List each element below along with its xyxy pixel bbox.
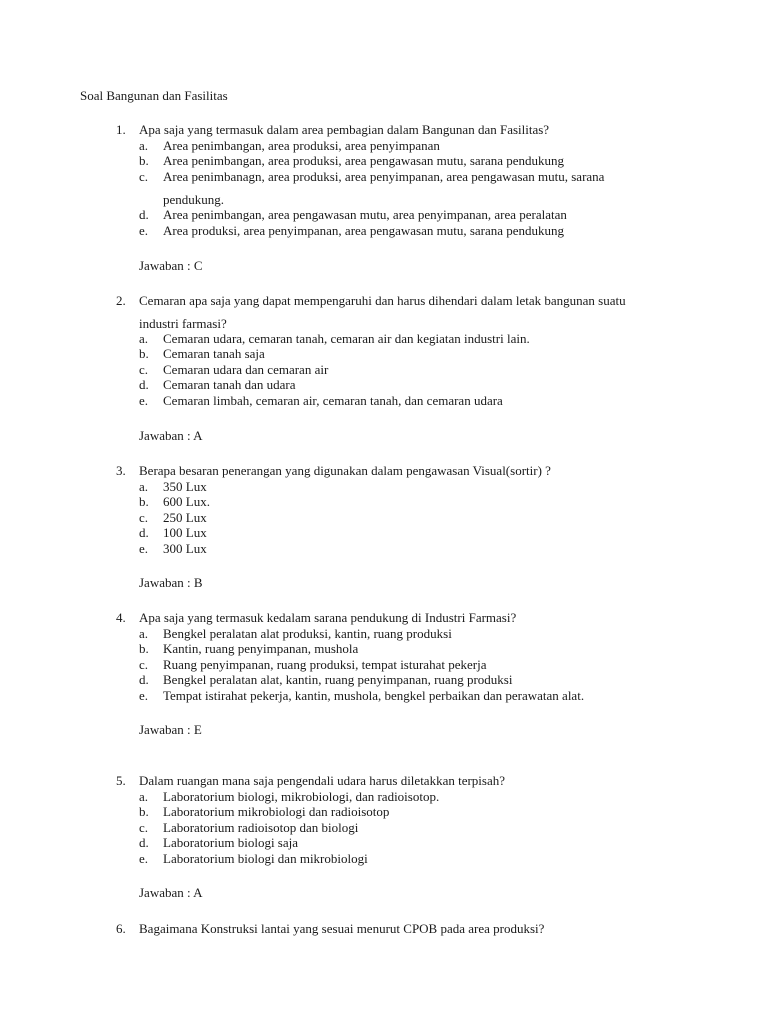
- option-letter: e.: [139, 541, 149, 556]
- option-text: Cemaran udara dan cemaran air: [163, 362, 329, 377]
- option-letter: d.: [139, 207, 149, 222]
- option-text: Ruang penyimpanan, ruang produksi, tempat isturahat pekerja: [163, 657, 487, 672]
- option-text: 350 Lux: [163, 479, 207, 494]
- question-text: Bagaimana Konstruksi lantai yang sesuai menurut CPOB pada area produksi?: [139, 921, 545, 936]
- question-number: 2.: [116, 293, 126, 308]
- question-number: 5.: [116, 773, 126, 788]
- option-text-continued: pendukung.: [163, 192, 225, 207]
- option-letter: d.: [139, 835, 149, 850]
- question-number: 6.: [116, 921, 126, 936]
- option-text: 100 Lux: [163, 525, 207, 540]
- option-letter: b.: [139, 153, 149, 168]
- option-letter: a.: [139, 789, 149, 804]
- option-letter: c.: [139, 510, 149, 525]
- option-text: 300 Lux: [163, 541, 207, 556]
- option-letter: e.: [139, 223, 149, 238]
- option-text: Laboratorium mikrobiologi dan radioisotop: [163, 804, 390, 819]
- option-letter: b.: [139, 804, 149, 819]
- question-text-continued: industri farmasi?: [139, 316, 227, 331]
- option-letter: a.: [139, 138, 149, 153]
- option-text: Bengkel peralatan alat produksi, kantin, ruang produksi: [163, 626, 452, 641]
- question-text: Dalam ruangan mana saja pengendali udara harus diletakkan terpisah?: [139, 773, 506, 788]
- option-letter: d.: [139, 525, 149, 540]
- option-letter: b.: [139, 346, 149, 361]
- answer-text: Jawaban : A: [139, 885, 203, 900]
- option-text: Laboratorium biologi, mikrobiologi, dan radioisotop.: [163, 789, 440, 804]
- option-letter: d.: [139, 672, 149, 687]
- option-letter: c.: [139, 820, 149, 835]
- question-number: 4.: [116, 610, 126, 625]
- option-text: Tempat istirahat pekerja, kantin, mushola, bengkel perbaikan dan perawatan alat.: [163, 688, 585, 703]
- question-text: Apa saja yang termasuk dalam area pembagian dalam Bangunan dan Fasilitas?: [139, 122, 550, 137]
- option-text: Laboratorium biologi saja: [163, 835, 299, 850]
- answer-text: Jawaban : E: [139, 722, 202, 737]
- option-text: Kantin, ruang penyimpanan, mushola: [163, 641, 359, 656]
- option-text: Area penimbangan, area produksi, area pengawasan mutu, sarana pendukung: [163, 153, 565, 168]
- question-number: 1.: [116, 122, 126, 137]
- question-text: Berapa besaran penerangan yang digunakan dalam pengawasan Visual(sortir) ?: [139, 463, 551, 478]
- option-text: 250 Lux: [163, 510, 207, 525]
- option-letter: c.: [139, 657, 149, 672]
- document-title: Soal Bangunan dan Fasilitas: [80, 88, 228, 103]
- option-text: 600 Lux.: [163, 494, 210, 509]
- option-text: Cemaran tanah dan udara: [163, 377, 296, 392]
- question-number: 3.: [116, 463, 126, 478]
- answer-text: Jawaban : C: [139, 258, 203, 273]
- question-text: Apa saja yang termasuk kedalam sarana pendukung di Industri Farmasi?: [139, 610, 517, 625]
- option-letter: e.: [139, 393, 149, 408]
- option-text: Area produksi, area penyimpanan, area pengawasan mutu, sarana pendukung: [163, 223, 565, 238]
- option-letter: a.: [139, 479, 149, 494]
- option-text: Laboratorium biologi dan mikrobiologi: [163, 851, 368, 866]
- option-letter: e.: [139, 851, 149, 866]
- option-text: Area penimbanagn, area produksi, area penyimpanan, area pengawasan mutu, sarana: [163, 169, 605, 184]
- option-letter: e.: [139, 688, 149, 703]
- option-letter: b.: [139, 494, 149, 509]
- option-text: Area penimbangan, area produksi, area penyimpanan: [163, 138, 440, 153]
- option-text: Bengkel peralatan alat, kantin, ruang penyimpanan, ruang produksi: [163, 672, 513, 687]
- option-letter: a.: [139, 331, 149, 346]
- option-text: Cemaran udara, cemaran tanah, cemaran air dan kegiatan industri lain.: [163, 331, 530, 346]
- option-text: Laboratorium radioisotop dan biologi: [163, 820, 359, 835]
- option-text: Cemaran limbah, cemaran air, cemaran tanah, dan cemaran udara: [163, 393, 503, 408]
- option-text: Area penimbangan, area pengawasan mutu, area penyimpanan, area peralatan: [163, 207, 567, 222]
- option-letter: a.: [139, 626, 149, 641]
- option-letter: b.: [139, 641, 149, 656]
- answer-text: Jawaban : B: [139, 575, 203, 590]
- option-letter: c.: [139, 169, 149, 184]
- option-letter: c.: [139, 362, 149, 377]
- option-text: Cemaran tanah saja: [163, 346, 265, 361]
- question-text: Cemaran apa saja yang dapat mempengaruhi dan harus dihendari dalam letak bangunan suatu: [139, 293, 626, 308]
- option-letter: d.: [139, 377, 149, 392]
- answer-text: Jawaban : A: [139, 428, 203, 443]
